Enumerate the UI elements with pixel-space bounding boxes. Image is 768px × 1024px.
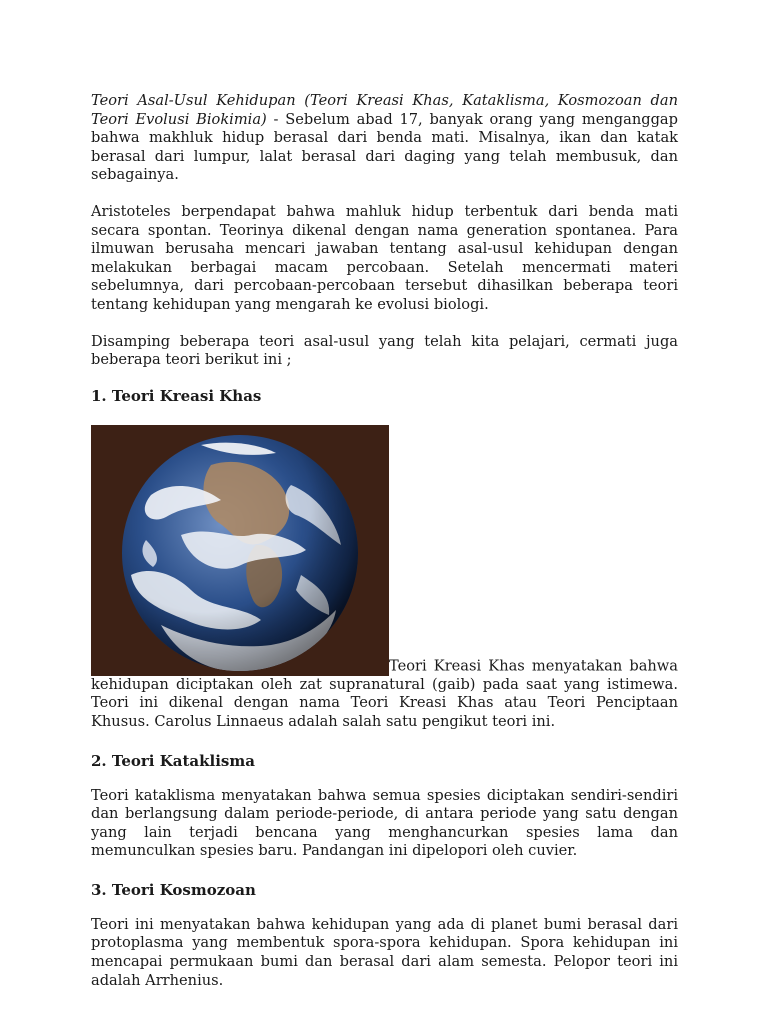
- heading-kosmozoan: 3. Teori Kosmozoan: [91, 880, 256, 899]
- heading-kataklisma: 2. Teori Kataklisma: [91, 751, 255, 770]
- kataklisma-paragraph: Teori kataklisma menyatakan bahwa semua spesies diciptakan sendiri-sendiri dan berlangsung dalam periode-periode, di antara periode yang satu dengan yang lain terjadi bencana yang menghancurkan spesies lama dan memunculkan spesies baru. Pandangan ini dipelopori oleh cuvier.: [91, 786, 678, 860]
- kreasi-khas-text: Teori Kreasi Khas menyatakan bahwa kehidupan diciptakan oleh zat supranatural (gaib) pada saat yang istimewa. Teori ini dikenal dengan nama Teori Kreasi Khas atau Teori Penciptaan Khusus. Carolus Linnaeus adalah salah satu pengikut teori ini.: [91, 657, 678, 730]
- document-page: [91, 92, 678, 990]
- intro-text: - Sebelum abad 17, banyak orang yang menganggap bahwa makhluk hidup berasal dari benda mati. Misalnya, ikan dan katak berasal dari lumpur, lalat berasal dari daging yang telah membusuk, dan sebagainya.: [91, 110, 678, 184]
- heading-kreasi-khas: 1. Teori Kreasi Khas: [91, 386, 262, 405]
- kosmozoan-paragraph: Teori ini menyatakan bahwa kehidupan yang ada di planet bumi berasal dari protoplasma yang membentuk spora-spora kehidupan. Spora kehidupan ini mencapai permukaan bumi dan berasal dari alam semesta. Pelopor teori ini adalah Arrhenius.: [91, 915, 678, 989]
- intro-title: Teori Asal-Usul Kehidupan (Teori Kreasi Khas, Kataklisma, Kosmozoan dan Teori Evolusi Biokimia): [91, 92, 678, 128]
- kreasi-khas-paragraph: [91, 425, 678, 732]
- earth-globe-icon: [91, 425, 389, 676]
- paragraph-aristoteles: Aristoteles berpendapat bahwa mahluk hidup terbentuk dari benda mati secara spontan. Teorinya dikenal dengan nama generation spontanea. Para ilmuwan berusaha mencari jawaban tentang asal-usul kehidupan dengan melakukan berbagai macam percobaan. Setelah mencermati materi sebelumnya, dari percobaan-percobaan tersebut dihasilkan beberapa teori tentang kehidupan yang mengarah ke evolusi biologi.: [91, 202, 678, 313]
- paragraph-disamping: Disamping beberapa teori asal-usul yang telah kita pelajari, cermati juga beberapa teori berikut ini ;: [91, 332, 678, 369]
- earth-image: [91, 425, 389, 676]
- intro-paragraph: [91, 92, 678, 185]
